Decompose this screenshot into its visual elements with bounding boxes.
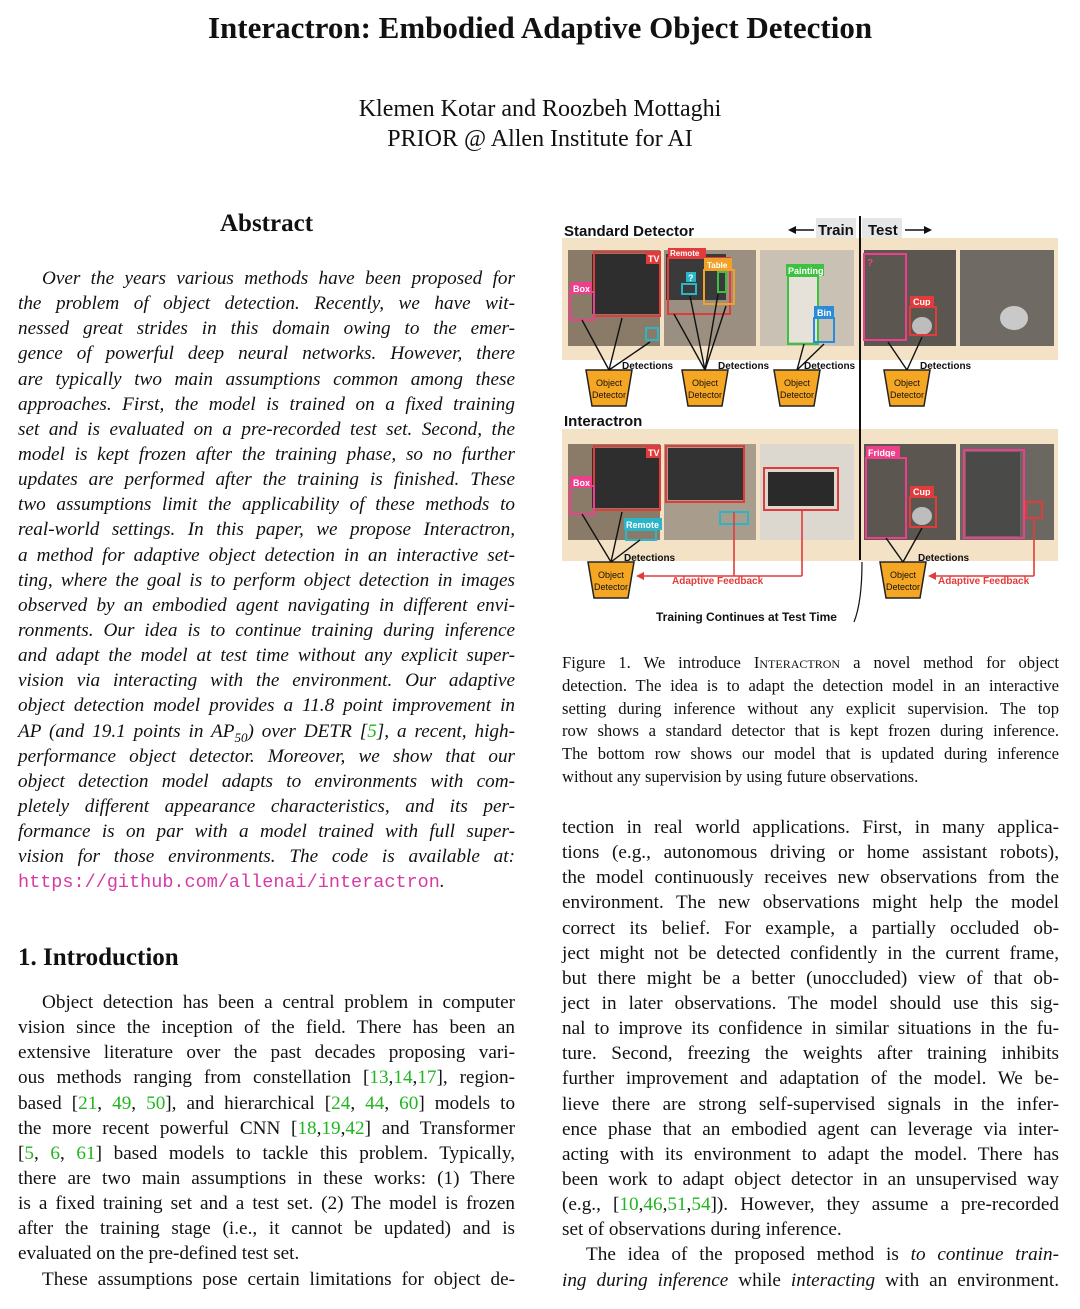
cup-tag-text: Cup xyxy=(913,487,931,497)
affiliation: PRIOR @ Allen Institute for AI xyxy=(387,126,693,152)
svg-text:Detector: Detector xyxy=(687,390,723,400)
caption-line: without any supervision by using future observations. xyxy=(562,766,919,786)
abstract-line: ting, where the goal is to perform object detection in images xyxy=(18,569,515,591)
caption-line: setting during inference without any explicit supervision. The top xyxy=(562,698,1059,718)
abstract-heading: Abstract xyxy=(219,210,314,237)
svg-text:Detector: Detector xyxy=(779,390,815,400)
detections-label: Detections xyxy=(920,361,972,372)
abstract-line: ronments. Our idea is to continue training during inference xyxy=(18,619,515,641)
body-line: but there might be a better (unoccluded) view of that ob- xyxy=(562,967,1059,989)
abstract-line: object detection model adapts to environments with com- xyxy=(18,770,515,792)
training-continues-label: Training Continues at Test Time xyxy=(656,610,837,624)
remote-tag-text: Remote xyxy=(626,520,660,530)
feedback-arrowhead xyxy=(636,572,644,580)
abstract-line: the problem of object detection. Recently, we have wit- xyxy=(18,293,515,315)
body-text: while xyxy=(728,1269,791,1291)
body-line: lieve there are strong self-supervised signals in the infer- xyxy=(562,1093,1059,1115)
body-line: ture. Second, freezing the weights after training inhibits xyxy=(562,1043,1059,1065)
intro-line: Object detection has been a central problem in computer xyxy=(42,992,515,1013)
caption-line xyxy=(562,652,1059,675)
code-url-link[interactable]: https://github.com/allenai/interactron xyxy=(18,872,440,894)
author-block xyxy=(0,94,1080,154)
svg-text:Object: Object xyxy=(595,378,623,388)
intro-line: These assumptions pose certain limitations for object de- xyxy=(42,1268,515,1290)
abstract-line: approaches. First, the model is trained on a fixed training xyxy=(18,393,515,415)
figure-1-diagram xyxy=(562,210,1060,640)
cup-scene xyxy=(912,317,932,335)
intro-text: ] and Transformer xyxy=(364,1117,515,1139)
painting-tag-text: Painting xyxy=(788,266,824,276)
detections-label: Detections xyxy=(804,361,856,372)
citation-link[interactable]: 24 xyxy=(331,1092,351,1114)
intro-line: the more recent powerful CNN [18,19,42] and Transformer xyxy=(18,1117,515,1139)
abstract-line: a method for adaptive object detection in an interactive set- xyxy=(18,544,515,566)
cup-tag-text: Cup xyxy=(913,297,931,307)
intro-line: after the training stage (i.e., it cannot be updated) and is xyxy=(18,1218,515,1240)
intro-text: ] based models to tackle this problem. Typically, xyxy=(95,1142,516,1164)
body-line: ence phase that an embodied agent can leverage via inter- xyxy=(562,1118,1059,1140)
intro-text: ous methods ranging from constellation [ xyxy=(18,1067,370,1089)
url-period: . xyxy=(439,871,445,893)
abstract-line: pletely different appearance characteristics, and its per- xyxy=(18,795,515,817)
body-line: correct its belief. For example, a partially occluded ob- xyxy=(562,917,1059,939)
svg-text:Object: Object xyxy=(889,570,917,580)
body-line: the model continuously receives new observations from the xyxy=(562,867,1059,889)
body-line: acting with its environment to adapt the model. There has xyxy=(562,1143,1059,1165)
intro-text: ], region- xyxy=(436,1067,515,1089)
detections-label: Detections xyxy=(918,553,970,564)
abstract-line: two assumptions limit the applicability of these methods to xyxy=(18,494,515,516)
intro-line: ous methods ranging from constellation [13,14,17], region- xyxy=(18,1067,515,1089)
train-arrowhead xyxy=(788,226,796,234)
training-continues-pointer xyxy=(854,562,862,622)
abstract-body xyxy=(18,266,515,895)
intro-line: based [21, 49, 50], and hierarchical [24, 44, 60] models to xyxy=(18,1092,516,1114)
abstract-line: updates are performed after the training is finished. These xyxy=(18,469,515,491)
detector-std-2 xyxy=(682,370,728,406)
detections-label: Detections xyxy=(622,361,674,372)
body-text: ]). However, they assume a pre-recorded xyxy=(710,1194,1060,1216)
body-line: nal to improve its confidence in similar situations in the fu- xyxy=(562,1018,1059,1040)
fridge-scene xyxy=(966,452,1020,536)
svg-text:Detector: Detector xyxy=(885,582,921,592)
tv-tag-text: TV xyxy=(648,448,660,458)
abstract-line: performance object detector. Moreover, we show that our xyxy=(18,745,515,767)
abstract-ap-text: AP (and 19.1 points in AP xyxy=(18,720,235,742)
svg-text:Object: Object xyxy=(691,378,719,388)
figure-1-caption xyxy=(562,652,1059,789)
intro-text: the more recent powerful CNN [ xyxy=(18,1117,298,1139)
body-text: The idea of the proposed method is xyxy=(586,1244,911,1266)
citation-link[interactable]: 49 xyxy=(112,1092,132,1114)
intro-text: ] models to xyxy=(418,1092,516,1114)
citation-link[interactable]: 46 xyxy=(643,1194,663,1216)
citation-link[interactable]: 5 xyxy=(24,1142,34,1164)
paper-title: Interactron: Embodied Adaptive Object Detection xyxy=(207,10,873,45)
citation-link[interactable]: 44 xyxy=(365,1092,385,1114)
detector-std-3 xyxy=(774,370,820,406)
frame-test-2 xyxy=(960,250,1054,346)
body-emphasis: interacting xyxy=(790,1269,876,1291)
intro-line: is a fixed training set and a test set. (2) The model is frozen xyxy=(18,1193,515,1215)
cup-scene xyxy=(912,507,932,525)
svg-text:Detector: Detector xyxy=(591,390,627,400)
detections-label: Detections xyxy=(718,361,770,372)
cup-scene xyxy=(1000,306,1028,330)
body-text: (e.g., [ xyxy=(562,1194,620,1216)
abstract-line: real-world settings. In this paper, we propose Interactron, xyxy=(18,519,515,541)
body-line: tions (e.g., autonomous driving or home assistant robots), xyxy=(562,842,1059,864)
q-tag-text: ? xyxy=(688,273,694,283)
bin-tag-text: Bin xyxy=(817,308,832,318)
section-heading-introduction: 1. Introduction xyxy=(18,944,179,971)
interactron-label: Interactron xyxy=(564,413,643,430)
authors: Klemen Kotar and Roozbeh Mottaghi xyxy=(358,96,722,122)
citation-link[interactable]: 60 xyxy=(399,1092,419,1114)
test-label: Test xyxy=(868,222,898,239)
caption-line: The bottom row shows our model that is updated during inference xyxy=(562,744,1059,764)
tv-scene xyxy=(668,448,744,500)
ap-subscript: 50 xyxy=(234,729,248,745)
citation-link[interactable]: 19 xyxy=(321,1117,341,1139)
test-arrowhead xyxy=(924,226,932,234)
abstract-line: set and is evaluated on a pre-recorded test set. Second, the xyxy=(18,418,515,440)
citation-link[interactable]: 54 xyxy=(691,1194,711,1216)
citation-link[interactable]: 21 xyxy=(78,1092,98,1114)
svg-text:Detector: Detector xyxy=(593,582,629,592)
svg-text:Object: Object xyxy=(597,570,625,580)
citation-link[interactable]: 50 xyxy=(146,1092,166,1114)
train-label: Train xyxy=(818,222,854,239)
body-line: environment. The new observations might help the model xyxy=(562,892,1059,914)
fridge-tag-text: Fridge xyxy=(868,448,896,458)
abstract-line: vision via interacting with the environment. Our adaptive xyxy=(18,670,515,692)
right-column-body xyxy=(562,815,1059,1293)
box-tag-text: Box xyxy=(573,284,591,294)
test-q-text: ? xyxy=(867,258,874,269)
body-line xyxy=(562,1242,1059,1267)
body-line: (e.g., [10,46,51,54]). However, they assume a pre-recorded xyxy=(562,1194,1060,1216)
detector-int-train xyxy=(588,562,634,598)
body-line: ject in later observations. The model should use this sig- xyxy=(562,992,1059,1014)
introduction-body xyxy=(18,990,515,1292)
body-line: further improvement and adaptation of the model. We be- xyxy=(562,1068,1059,1090)
intro-text: ], and hierarchical [ xyxy=(165,1092,332,1114)
adaptive-feedback-label: Adaptive Feedback xyxy=(938,576,1030,587)
body-emphasis: to continue train- xyxy=(910,1244,1059,1266)
citation-link[interactable]: 14 xyxy=(393,1067,413,1089)
detections-label: Detections xyxy=(624,553,676,564)
abstract-line xyxy=(18,869,515,894)
abstract-line: gence of powerful deep neural networks. However, there xyxy=(18,343,515,365)
body-line: ject might not be detected confidently in the current frame, xyxy=(562,942,1059,964)
svg-text:Object: Object xyxy=(783,378,811,388)
abstract-line: object detection model provides a 11.8 point improvement in xyxy=(18,695,515,717)
body-line: tection in real world applications. First, in many applica- xyxy=(562,817,1059,838)
intro-line: extensive literature over the past decades proposing vari- xyxy=(18,1042,515,1064)
abstract-line: nessed great strides in this domain owing to the emer- xyxy=(18,318,515,340)
body-line: set of observations during inference. xyxy=(562,1219,842,1241)
body-line xyxy=(562,1268,1059,1293)
citation-link[interactable]: 6 xyxy=(50,1142,60,1164)
citation-link[interactable]: 51 xyxy=(667,1194,687,1216)
abstract-line: observed by an embodied agent navigating in different envi- xyxy=(18,594,515,616)
svg-text:Detector: Detector xyxy=(889,390,925,400)
body-text: with an environment. xyxy=(875,1269,1059,1291)
detector-test-top xyxy=(884,370,930,406)
intro-line: vision since the inception of the field. There has been an xyxy=(18,1017,515,1039)
citation-link[interactable]: 18 xyxy=(297,1117,317,1139)
detector-int-test xyxy=(880,562,926,598)
caption-method-name: Interactron xyxy=(753,653,841,672)
tv-scene xyxy=(768,472,834,506)
box-tag-text: Box xyxy=(573,478,591,488)
intro-text: based [ xyxy=(18,1092,79,1114)
abstract-line xyxy=(18,719,515,744)
remote-tag-text: Remote xyxy=(670,249,700,258)
caption-text: Figure 1. We introduce xyxy=(562,653,754,672)
caption-line: row shows a standard detector that is kept frozen during inference. xyxy=(562,721,1059,741)
feedback-arrowhead xyxy=(928,572,936,580)
body-emphasis: ing during inference xyxy=(562,1269,729,1291)
citation-link[interactable]: 61 xyxy=(76,1142,96,1164)
citation-link[interactable]: 42 xyxy=(345,1117,365,1139)
intro-line: [5, 6, 61] based models to tackle this problem. Typically, xyxy=(18,1142,516,1164)
standard-detector-label: Standard Detector xyxy=(564,223,695,240)
abstract-line: are typically two main assumptions common among these xyxy=(18,368,515,390)
adaptive-feedback-label: Adaptive Feedback xyxy=(672,576,764,587)
abstract-line: Over the years various methods have been proposed for xyxy=(42,268,515,289)
caption-text: a novel method for object xyxy=(840,653,1059,672)
abstract-ap-tail2: ], a recent, high- xyxy=(376,720,515,742)
citation-link[interactable]: 5 xyxy=(367,720,377,742)
citation-link[interactable]: 10 xyxy=(619,1194,639,1216)
intro-line: evaluated on the pre-defined test set. xyxy=(18,1243,300,1265)
abstract-line: model is kept frozen after the training phase, so no further xyxy=(18,443,515,465)
abstract-ap-tail: ) over DETR [ xyxy=(247,720,368,742)
body-line: been work to adapt object detector in an unsupervised way xyxy=(562,1168,1059,1190)
abstract-line: vision for those environments. The code is available at: xyxy=(18,846,515,868)
abstract-line: formance is on par with a model trained with full super- xyxy=(18,821,515,843)
caption-line: detection. The idea is to adapt the detection model in an interactive xyxy=(562,675,1059,695)
citation-link[interactable]: 17 xyxy=(417,1067,437,1089)
table-tag-text: Table xyxy=(707,261,728,270)
detector-std-1 xyxy=(586,370,632,406)
tv-tag-text: TV xyxy=(648,254,660,264)
intro-line: there are two main assumptions in these works: (1) There xyxy=(18,1167,515,1189)
abstract-line: and adapt the model at test time without any explicit super- xyxy=(18,645,515,667)
svg-text:Object: Object xyxy=(893,378,921,388)
citation-link[interactable]: 13 xyxy=(369,1067,389,1089)
